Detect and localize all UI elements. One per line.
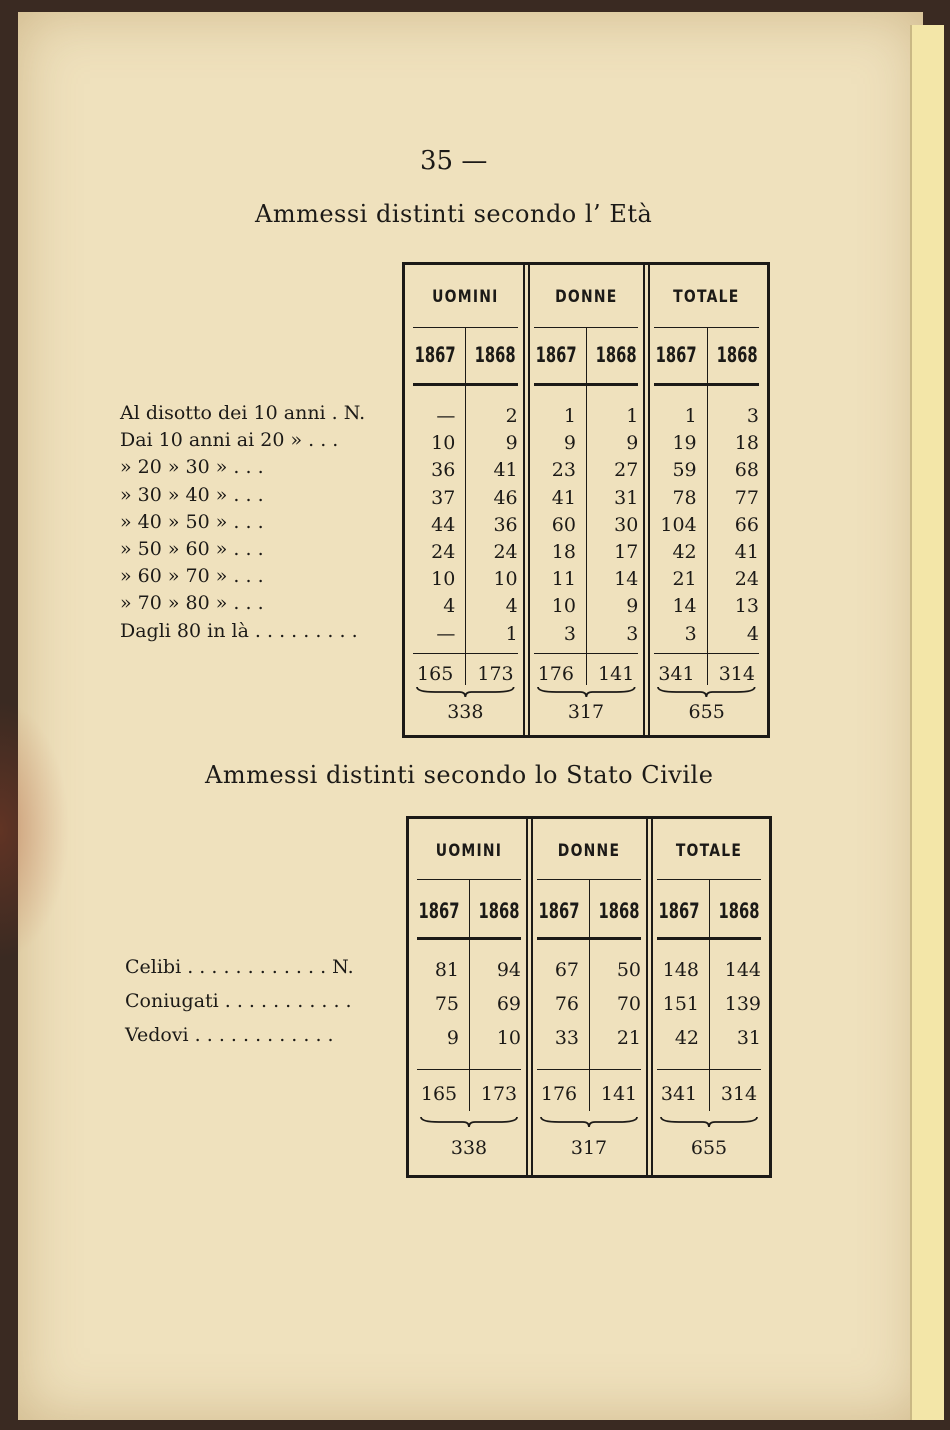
table-cell: 4 <box>443 595 456 618</box>
table-cell: 19 <box>672 432 697 455</box>
year-header: 1867 <box>538 899 580 923</box>
table-cell: 151 <box>662 993 699 1015</box>
table-cell: 3 <box>684 622 697 645</box>
column-total: 176 <box>540 1083 578 1105</box>
year-header: 1868 <box>718 899 760 923</box>
total-brace <box>415 685 516 699</box>
table-cell: 1 <box>505 622 518 645</box>
table-cell: 68 <box>734 459 759 482</box>
table-cell: 36 <box>431 459 456 482</box>
table-cell: 41 <box>551 486 576 509</box>
column-total: 141 <box>600 1083 638 1105</box>
table-cell: 148 <box>662 959 699 981</box>
table-cell: 42 <box>672 541 697 563</box>
table-cell: 36 <box>493 513 518 536</box>
table-cell: 27 <box>614 459 639 482</box>
table-cell: 144 <box>724 959 761 981</box>
page-number: 35 — <box>420 146 488 176</box>
row-label: Coniugati . . . . . . . . . . . <box>125 990 352 1012</box>
table-cell: 75 <box>434 993 459 1015</box>
year-header: 1868 <box>474 343 516 367</box>
row-label: Vedovi . . . . . . . . . . . . <box>125 1024 334 1046</box>
table-cell: 4 <box>746 622 759 645</box>
table-cell: 139 <box>724 993 761 1015</box>
group-header-donne: DONNE <box>557 841 621 861</box>
table-cell: 3 <box>626 622 639 645</box>
row-label: Dai 10 anni ai 20 » . . . <box>120 429 339 452</box>
table-cell: 9 <box>563 432 576 455</box>
row-label: Celibi . . . . . . . . . . . . N. <box>125 956 354 978</box>
table-cell: 60 <box>551 513 576 536</box>
table-cell: 104 <box>660 513 697 536</box>
column-total: 141 <box>598 663 635 685</box>
row-label: » 30 » 40 » . . . <box>120 483 264 506</box>
table-cell: 10 <box>493 568 518 591</box>
year-header: 1867 <box>418 899 460 923</box>
year-header: 1867 <box>658 899 700 923</box>
page-stain <box>0 700 70 960</box>
group-total: 655 <box>688 701 725 723</box>
group-total: 655 <box>690 1137 728 1159</box>
table-cell: 69 <box>496 993 521 1015</box>
table-cell: 81 <box>434 959 459 981</box>
column-total: 176 <box>537 663 574 685</box>
table-cell: 9 <box>446 1027 459 1049</box>
table-cell: 2 <box>505 405 518 427</box>
table-cell: 24 <box>734 568 759 591</box>
table-cell: 23 <box>551 459 576 482</box>
column-total: 165 <box>420 1083 458 1105</box>
table-cell: 13 <box>734 595 759 618</box>
row-label: Al disotto dei 10 anni . N. <box>120 402 366 424</box>
row-label: Dagli 80 in là . . . . . . . . . <box>120 619 358 642</box>
total-brace <box>419 1115 519 1129</box>
table-cell: 42 <box>674 1027 699 1049</box>
table-cell: 3 <box>746 405 759 427</box>
table-cell: 41 <box>493 459 518 482</box>
table-cell: — <box>436 622 456 645</box>
row-label: » 60 » 70 » . . . <box>120 565 264 588</box>
table-cell: 70 <box>616 993 641 1015</box>
table-cell: 94 <box>496 959 521 981</box>
table-cell: 11 <box>551 568 576 591</box>
table-cell: 10 <box>431 568 456 591</box>
table-cell: 9 <box>626 595 639 618</box>
table-cell: 46 <box>493 486 518 509</box>
table-cell: 24 <box>493 541 518 563</box>
year-header: 1867 <box>655 343 697 367</box>
table-cell: 33 <box>554 1027 579 1049</box>
year-header: 1867 <box>414 343 456 367</box>
column-total: 341 <box>660 1083 698 1105</box>
table-cell: 21 <box>616 1027 641 1049</box>
group-header-donne: DONNE <box>554 287 618 307</box>
column-total: 173 <box>480 1083 518 1105</box>
column-total: 314 <box>720 1083 758 1105</box>
table-cell: 78 <box>672 486 697 509</box>
civil-table-title: Ammessi distinti secondo lo Stato Civile <box>205 761 714 789</box>
row-label: » 50 » 60 » . . . <box>120 538 264 560</box>
year-header: 1868 <box>478 899 520 923</box>
table-cell: 37 <box>431 486 456 509</box>
table-cell: 21 <box>672 568 697 591</box>
table-cell: 9 <box>505 432 518 455</box>
group-header-totale: TOTALE <box>673 287 740 307</box>
group-header-totale: TOTALE <box>675 841 743 861</box>
table-cell: 1 <box>626 405 639 427</box>
column-total: 314 <box>718 663 755 685</box>
group-total: 338 <box>447 701 484 723</box>
table-cell: 10 <box>431 432 456 455</box>
total-brace <box>539 1115 639 1129</box>
table-cell: 31 <box>614 486 639 509</box>
total-brace <box>659 1115 759 1129</box>
table-cell: 66 <box>734 513 759 536</box>
group-divider <box>526 819 528 1175</box>
table-cell: 31 <box>736 1027 761 1049</box>
table-cell: 50 <box>616 959 641 981</box>
table-cell: 14 <box>614 568 639 591</box>
table-cell: 14 <box>672 595 697 618</box>
group-total: 338 <box>450 1137 488 1159</box>
page-edge <box>910 25 944 1420</box>
year-header: 1868 <box>716 343 758 367</box>
row-label: » 70 » 80 » . . . <box>120 592 264 615</box>
table-cell: 17 <box>614 541 639 563</box>
column-total: 165 <box>417 663 454 685</box>
table-cell: 76 <box>554 993 579 1015</box>
age-table <box>402 262 770 738</box>
table-cell: 18 <box>734 432 759 455</box>
year-header: 1867 <box>535 343 577 367</box>
group-total: 317 <box>570 1137 608 1159</box>
year-header: 1868 <box>598 899 640 923</box>
table-cell: 10 <box>551 595 576 618</box>
row-label: » 40 » 50 » . . . <box>120 510 264 533</box>
table-cell: 77 <box>734 486 759 509</box>
table-cell: 1 <box>684 405 697 427</box>
group-header-uomini: UOMINI <box>435 841 503 861</box>
age-table-title: Ammessi distinti secondo l’ Età <box>255 200 653 228</box>
total-brace <box>536 685 637 699</box>
table-cell: 30 <box>614 513 639 536</box>
table-cell: — <box>436 405 456 427</box>
table-cell: 3 <box>563 622 576 645</box>
column-total: 173 <box>477 663 514 685</box>
group-total: 317 <box>567 701 605 723</box>
table-cell: 9 <box>626 432 639 455</box>
table-cell: 41 <box>734 541 759 563</box>
table-cell: 44 <box>431 513 456 536</box>
table-cell: 18 <box>551 541 576 563</box>
table-cell: 67 <box>554 959 579 981</box>
table-cell: 4 <box>505 595 518 618</box>
group-header-uomini: UOMINI <box>432 287 499 307</box>
row-label: » 20 » 30 » . . . <box>120 456 264 479</box>
total-brace <box>656 685 757 699</box>
column-total: 341 <box>658 663 695 685</box>
table-cell: 10 <box>496 1027 521 1049</box>
group-divider <box>646 819 648 1175</box>
table-cell: 59 <box>672 459 697 482</box>
civil-table <box>406 816 772 1178</box>
year-header: 1868 <box>595 343 637 367</box>
table-cell: 1 <box>563 405 576 427</box>
table-cell: 24 <box>431 541 456 563</box>
